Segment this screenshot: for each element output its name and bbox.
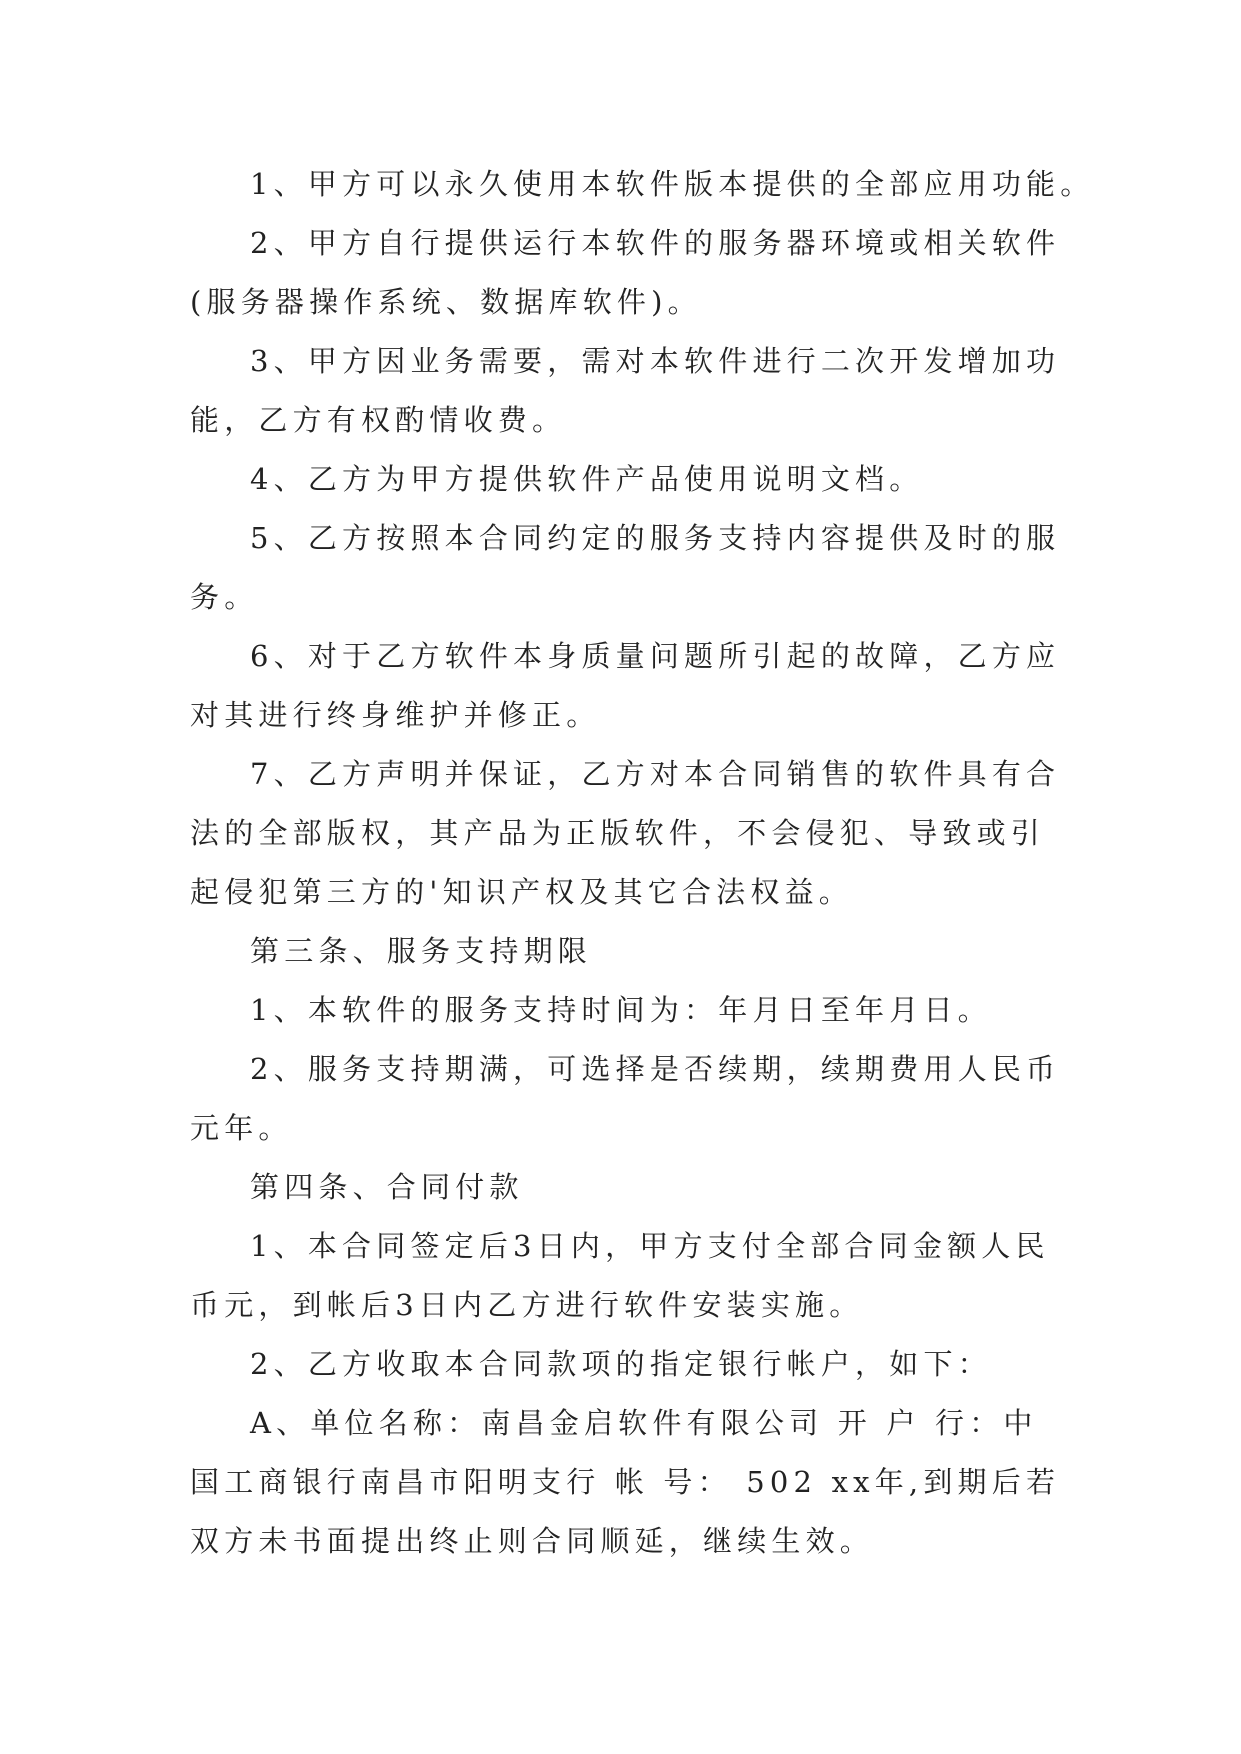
paragraph: 1、本软件的服务支持时间为：年月日至年月日。: [250, 993, 992, 1027]
paragraph: 7、乙方声明并保证，乙方对本合同销售的软件具有合法的全部版权，其产品为正版软件，不会侵犯、导致或引起侵犯第三方的'知识产权及其它合法权益。: [190, 757, 1061, 909]
document-page: [190, 155, 1095, 1571]
paragraph: 2、乙方收取本合同款项的指定银行帐户，如下：: [250, 1347, 992, 1381]
paragraph: 6、对于乙方软件本身质量问题所引起的故障，乙方应对其进行终身维护并修正。: [190, 639, 1061, 732]
paragraph: 2、服务支持期满，可选择是否续期，续期费用人民币元年。: [190, 1052, 1061, 1145]
paragraph: 1、本合同签定后3日内，甲方支付全部合同金额人民币元，到帐后3日内乙方进行软件安装实施。: [190, 1229, 1050, 1322]
paragraph: 2、甲方自行提供运行本软件的服务器环境或相关软件(服务器操作系统、数据库软件)。: [190, 226, 1061, 319]
paragraph: A、单位名称：南昌金启软件有限公司 开 户 行：中国工商银行南昌市阳明支行 帐 号： 502 xx年,到期后若双方未书面提出终止则合同顺延，继续生效。: [190, 1406, 1061, 1558]
paragraph: 5、乙方按照本合同约定的服务支持内容提供及时的服务。: [190, 521, 1061, 614]
paragraph: 3、甲方因业务需要，需对本软件进行二次开发增加功能，乙方有权酌情收费。: [190, 344, 1061, 437]
section-heading: 第三条、服务支持期限: [250, 934, 593, 968]
section-heading: 第四条、合同付款: [250, 1170, 524, 1204]
paragraph: 4、乙方为甲方提供软件产品使用说明文档。: [250, 462, 924, 496]
paragraph: 1、甲方可以永久使用本软件版本提供的全部应用功能。: [250, 167, 1095, 201]
